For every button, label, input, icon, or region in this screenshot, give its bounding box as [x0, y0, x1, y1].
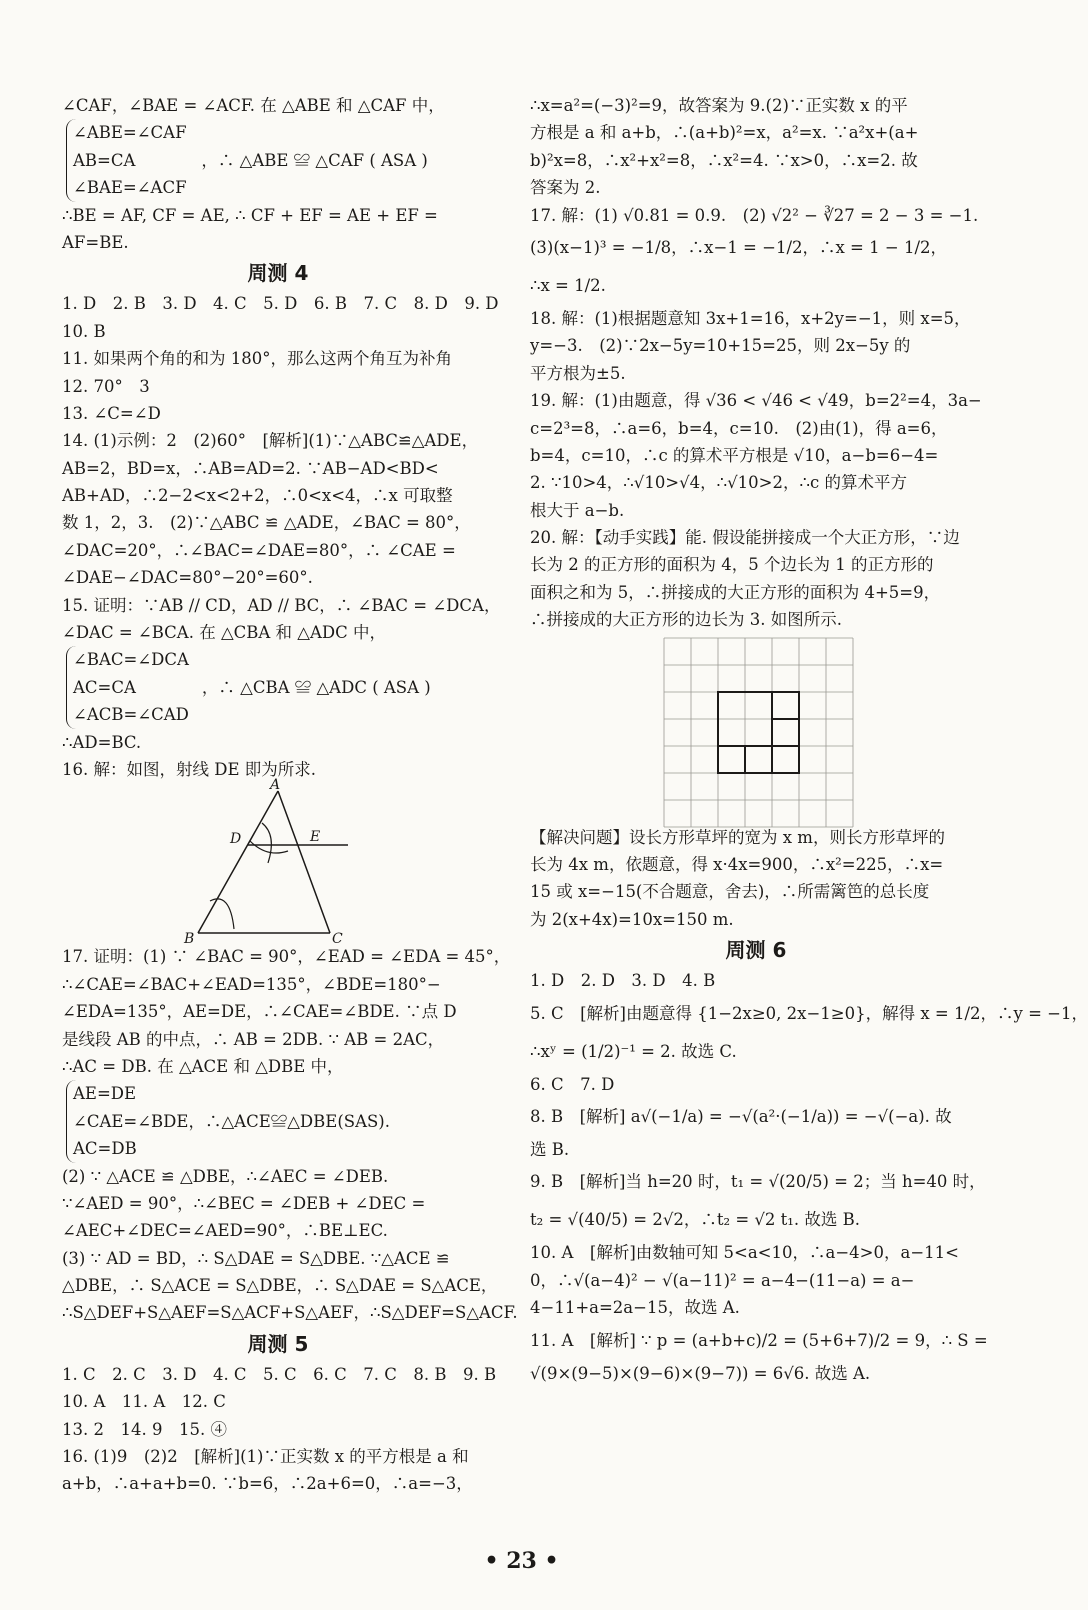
text-line: 11. 如果两个角的和为 180°，那么这两个角互为补角: [62, 349, 452, 369]
text-line: 方根是 a 和 a+b，∴(a+b)²=x，a²=x. ∵a²x+(a+: [530, 123, 919, 143]
vertex-label-d: D: [230, 831, 242, 848]
text-line: ∠ABE=∠CAF: [73, 123, 187, 143]
section-title-week4: 周测 4: [247, 261, 309, 286]
text-line: ∠DAE−∠DAC=80°−20°=60°.: [62, 568, 313, 588]
text-line: 17. 解：(1) √0.81 = 0.9. (2) √2² − ∛27 = 2 − 3 = −1.: [530, 205, 979, 225]
text-line: AC=DB: [73, 1139, 137, 1159]
text-line: 13. 2 14. 9 15. ④: [62, 1419, 227, 1439]
text-line: ∵∠AED = 90°，∴∠BEC = ∠DEB + ∠DEC =: [62, 1193, 426, 1213]
page-number: • 23 •: [484, 1548, 559, 1574]
text-line: ∠CAE=∠BDE，∴△ACE≌△DBE(SAS).: [73, 1111, 390, 1131]
text-line: 8. B [解析] a√(−1/a) = −√(a²·(−1/a)) = −√(−a). 故: [530, 1106, 952, 1126]
text-line: ∴xʸ = (1/2)⁻¹ = 2. 故选 C.: [530, 1041, 737, 1061]
text-line: 长为 2 的正方形的面积为 4，5 个边长为 1 的正方形的: [530, 555, 934, 575]
text-line: 9. B [解析]当 h=20 时，t₁ = √(20/5) = 2；当 h=40 时，: [530, 1172, 986, 1192]
text-line: 4−11+a=2a−15，故选 A.: [530, 1298, 740, 1318]
text-line: ∠ACB=∠CAD: [73, 705, 189, 725]
text-line: 2. ∵10>4，∴√10>√4，∴√10>2，∴c 的算术平方: [530, 473, 907, 493]
text-line: 1. D 2. B 3. D 4. C 5. D 6. B 7. C 8. D 9. D: [62, 294, 499, 314]
text-line: ∠CAF，∠BAE = ∠ACF. 在 △ABE 和 △CAF 中，: [62, 96, 445, 115]
vertex-label-a: A: [270, 777, 281, 794]
text-line: c=2³=8，∴a=6，b=4，c=10. (2)由(1)，得 a=6，: [530, 418, 948, 438]
text-line: 19. 解：(1)由题意，得 √36 < √46 < √49，b=2²=4，3a−: [530, 391, 982, 411]
text-line: 0，∴√(a−4)² − √(a−11)² = a−4−(11−a) = a−: [530, 1270, 915, 1290]
text-line: 选 B.: [530, 1139, 570, 1159]
right-column: [530, 92, 1088, 1387]
text-line: 长为 4x m，依题意，得 x·4x=900，∴x²=225，∴x=: [530, 855, 944, 875]
text-line: △DBE，∴ S△ACE = S△DBE，∴ S△DAE = S△ACE，: [62, 1276, 498, 1296]
equation-system: [66, 119, 494, 201]
text-line: 为 2(x+4x)=10x=150 m.: [530, 909, 734, 929]
section-title-week6: 周测 6: [725, 938, 787, 963]
equation-system: [66, 646, 494, 728]
text-line: AC=CA ，∴ △CBA ≌ △ADC ( ASA ): [73, 677, 431, 697]
text-line: a+b，∴a+a+b=0. ∵b=6，∴2a+6=0，∴a=−3，: [62, 1474, 473, 1494]
text-line: y=−3. (2)∵2x−5y=10+15=25，则 2x−5y 的: [530, 336, 911, 356]
text-line: ∴AD=BC.: [62, 732, 142, 752]
text-line: 11. A [解析] ∵ p = (a+b+c)/2 = (5+6+7)/2 = 9，∴ S =: [530, 1330, 988, 1350]
vertex-label-c: C: [332, 931, 343, 948]
text-line: 13. ∠C=∠D: [62, 403, 161, 423]
large-square: [718, 692, 799, 773]
vertex-label-b: B: [184, 931, 195, 948]
text-line: ∴x=a²=(−3)²=9，故答案为 9.(2)∵正实数 x 的平: [530, 96, 908, 115]
text-line: 1. D 2. D 3. D 4. B: [530, 971, 716, 991]
vertex-label-e: E: [310, 829, 321, 846]
text-line: 16. 解：如图，射线 DE 即为所求.: [62, 759, 316, 779]
text-line: 18. 解：(1)根据题意知 3x+1=16，x+2y=−1，则 x=5，: [530, 308, 971, 328]
text-line: 17. 证明：(1) ∵ ∠BAC = 90°，∠EAD = ∠EDA = 45°，: [62, 947, 511, 967]
text-line: 平方根为±5.: [530, 363, 626, 383]
text-line: AE=DE: [73, 1084, 137, 1104]
text-line: 12. 70° 3: [62, 376, 150, 396]
text-line: (2) ∵ △ACE ≌ △DBE，∴∠AEC = ∠DEB.: [62, 1166, 389, 1186]
section-title-week5: 周测 5: [247, 1331, 309, 1356]
square-grid-figure: [530, 634, 982, 824]
text-line: b=4，c=10，∴c 的算术平方根是 √10，a−b=6−4=: [530, 445, 939, 465]
text-line: (3) ∵ AD = BD，∴ S△DAE = S△DBE. ∵△ACE ≌: [62, 1248, 450, 1268]
text-line: b)²x=8，∴x²+x²=8，∴x²=4. ∵x>0，∴x=2. 故: [530, 150, 918, 170]
text-line: 15 或 x=−15(不合题意，舍去)，∴所需篱笆的总长度: [530, 882, 930, 902]
text-line: ∠BAC=∠DCA: [73, 650, 189, 670]
text-line: 答案为 2.: [530, 178, 601, 198]
text-line: ∠BAE=∠ACF: [73, 178, 187, 198]
text-line: 6. C 7. D: [530, 1074, 615, 1094]
text-line: 16. (1)9 (2)2 [解析](1)∵正实数 x 的平方根是 a 和: [62, 1447, 469, 1467]
text-line: 数 1，2，3. (2)∵△ABC ≌ △ADE，∠BAC = 80°，: [62, 513, 471, 533]
text-line: ∴拼接成的大正方形的边长为 3. 如图所示.: [530, 610, 842, 630]
text-line: ∴S△DEF+S△AEF=S△ACF+S△AEF，∴S△DEF=S△ACF.: [62, 1303, 518, 1323]
text-line: 面积之和为 5，∴拼接成的大正方形的面积为 4+5=9，: [530, 582, 941, 602]
text-line: 根大于 a−b.: [530, 500, 625, 520]
text-line: 10. A [解析]由数轴可知 5<a<10，∴a−4>0，a−11<: [530, 1243, 959, 1263]
text-line: ∴∠CAE=∠BAC+∠EAD=135°，∠BDE=180°−: [62, 974, 441, 994]
text-line: ∴BE = AF, CF = AE, ∴ CF + EF = AE + EF =: [62, 205, 438, 225]
text-line: 【解决问题】设长方形草坪的宽为 x m，则长方形草坪的: [530, 827, 945, 847]
text-line: √(9×(9−5)×(9−6)×(9−7)) = 6√6. 故选 A.: [530, 1363, 871, 1383]
text-line: AB=CA ，∴ △ABE ≌ △CAF ( ASA ): [73, 150, 428, 170]
text-line: 10. A 11. A 12. C: [62, 1392, 226, 1412]
text-line: ∠DAC=20°，∴∠BAC=∠DAE=80°，∴ ∠CAE =: [62, 540, 456, 560]
text-line: 5. C [解析]由题意得 {1−2x≥0, 2x−1≥0}，解得 x = 1/2，∴y = −1，: [530, 1003, 1088, 1023]
triangle-figure: [62, 777, 494, 948]
text-line: AB=2，BD=x，∴AB=AD=2. ∵AB−AD<BD<: [62, 458, 439, 478]
text-line: 是线段 AB 的中点，∴ AB = 2DB. ∵ AB = 2AC，: [62, 1029, 445, 1049]
text-line: 1. C 2. C 3. D 4. C 5. C 6. C 7. C 8. B 9. B: [62, 1364, 497, 1384]
text-line: (3)(x−1)³ = −1/8，∴x−1 = −1/2，∴x = 1 − 1/2，: [530, 237, 947, 257]
text-line: 15. 证明：∵AB // CD，AD // BC，∴ ∠BAC = ∠DCA，: [62, 595, 501, 615]
text-line: AB+AD，∴2−2<x<2+2，∴0<x<4，∴x 可取整: [62, 486, 453, 506]
text-line: 14. (1)示例：2 (2)60° [解析](1)∵△ABC≌△ADE，: [62, 431, 479, 451]
text-line: 20. 解：【动手实践】能. 假设能拼接成一个大正方形，∵边: [530, 528, 960, 548]
text-line: ∠DAC = ∠BCA. 在 △CBA 和 △ADC 中，: [62, 623, 386, 643]
text-line: ∴x = 1/2.: [530, 275, 606, 295]
text-line: 10. B: [62, 321, 106, 341]
left-column: [62, 92, 518, 1498]
text-line: AF=BE.: [62, 232, 129, 252]
equation-system: [66, 1080, 494, 1162]
text-line: t₂ = √(40/5) = 2√2，∴t₂ = √2 t₁. 故选 B.: [530, 1210, 860, 1230]
text-line: ∴AC = DB. 在 △ACE 和 △DBE 中，: [62, 1056, 344, 1076]
text-line: ∠EDA=135°，AE=DE，∴∠CAE=∠BDE. ∵点 D: [62, 1002, 457, 1022]
text-line: ∠AEC+∠DEC=∠AED=90°，∴BE⊥EC.: [62, 1221, 388, 1241]
